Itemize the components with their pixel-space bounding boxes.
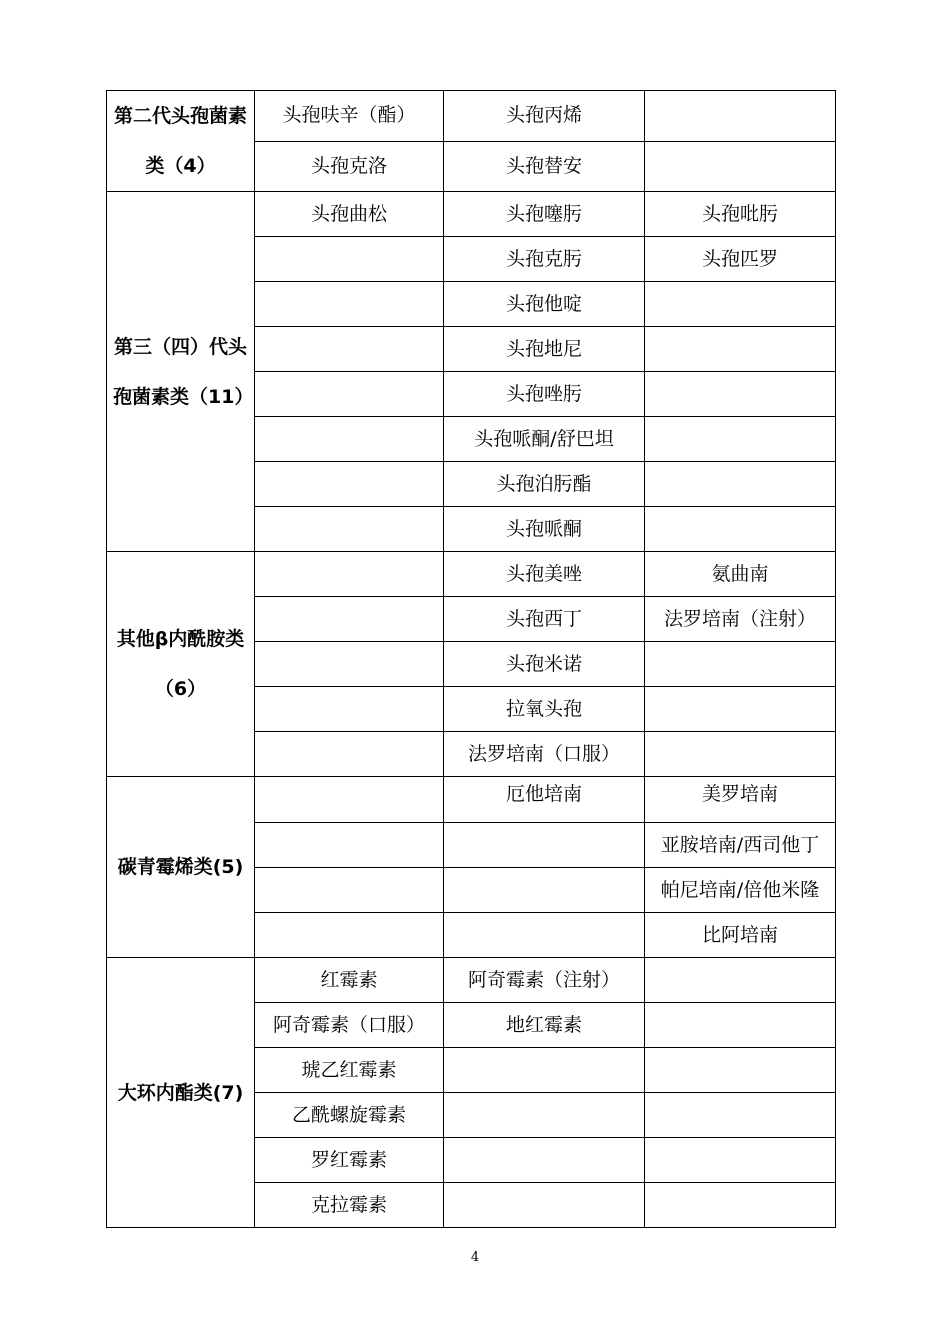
drug-cell bbox=[645, 141, 836, 192]
drug-cell: 比阿培南 bbox=[645, 913, 836, 958]
drug-cell bbox=[645, 732, 836, 777]
drug-cell bbox=[255, 372, 444, 417]
drug-cell bbox=[645, 417, 836, 462]
drug-cell: 美罗培南 bbox=[645, 777, 836, 823]
drug-cell bbox=[255, 687, 444, 732]
table-row bbox=[107, 777, 836, 823]
drug-cell: 头孢吡肟 bbox=[645, 192, 836, 237]
drug-cell: 拉氧头孢 bbox=[444, 687, 645, 732]
table-row bbox=[107, 192, 836, 237]
drug-cell bbox=[645, 687, 836, 732]
drug-cell bbox=[645, 1093, 836, 1138]
drug-cell bbox=[645, 1183, 836, 1228]
category-cell: 第三（四）代头孢菌素类（11） bbox=[107, 192, 255, 552]
drug-cell: 头孢曲松 bbox=[255, 192, 444, 237]
table-row bbox=[107, 552, 836, 597]
drug-cell bbox=[645, 958, 836, 1003]
category-cell: 第二代头孢菌素类（4） bbox=[107, 91, 255, 192]
drug-cell bbox=[255, 913, 444, 958]
drug-cell bbox=[645, 1048, 836, 1093]
drug-cell: 法罗培南（注射） bbox=[645, 597, 836, 642]
drug-cell bbox=[645, 1003, 836, 1048]
drug-cell: 头孢唑肟 bbox=[444, 372, 645, 417]
drug-cell: 头孢西丁 bbox=[444, 597, 645, 642]
drug-cell: 琥乙红霉素 bbox=[255, 1048, 444, 1093]
drug-cell bbox=[255, 552, 444, 597]
drug-cell: 红霉素 bbox=[255, 958, 444, 1003]
drug-cell: 帕尼培南/倍他米隆 bbox=[645, 868, 836, 913]
table-body bbox=[107, 91, 836, 1228]
drug-cell: 氨曲南 bbox=[645, 552, 836, 597]
drug-cell: 头孢哌酮 bbox=[444, 507, 645, 552]
drug-cell bbox=[645, 91, 836, 142]
drug-cell bbox=[255, 507, 444, 552]
drug-cell: 阿奇霉素（注射） bbox=[444, 958, 645, 1003]
drug-cell: 头孢丙烯 bbox=[444, 91, 645, 142]
drug-cell bbox=[255, 732, 444, 777]
drug-cell bbox=[255, 282, 444, 327]
drug-cell bbox=[645, 327, 836, 372]
drug-cell: 罗红霉素 bbox=[255, 1138, 444, 1183]
drug-cell bbox=[255, 462, 444, 507]
drug-cell: 乙酰螺旋霉素 bbox=[255, 1093, 444, 1138]
drug-cell bbox=[645, 1138, 836, 1183]
drug-cell: 厄他培南 bbox=[444, 777, 645, 823]
drug-cell bbox=[444, 1138, 645, 1183]
table-row bbox=[107, 91, 836, 142]
drug-cell: 头孢克洛 bbox=[255, 141, 444, 192]
drug-cell bbox=[255, 597, 444, 642]
drug-cell bbox=[255, 642, 444, 687]
category-cell: 大环内酯类(7) bbox=[107, 958, 255, 1228]
drug-cell: 克拉霉素 bbox=[255, 1183, 444, 1228]
drug-cell: 地红霉素 bbox=[444, 1003, 645, 1048]
drug-cell bbox=[255, 823, 444, 868]
table-row bbox=[107, 958, 836, 1003]
drug-cell: 亚胺培南/西司他丁 bbox=[645, 823, 836, 868]
drug-cell bbox=[255, 777, 444, 823]
drug-cell bbox=[444, 868, 645, 913]
drug-cell bbox=[255, 417, 444, 462]
drug-cell: 头孢泊肟酯 bbox=[444, 462, 645, 507]
drug-cell bbox=[444, 1048, 645, 1093]
drug-cell: 头孢美唑 bbox=[444, 552, 645, 597]
drug-cell: 阿奇霉素（口服） bbox=[255, 1003, 444, 1048]
antibiotic-table bbox=[106, 90, 836, 1228]
category-cell: 碳青霉烯类(5) bbox=[107, 777, 255, 958]
drug-cell bbox=[444, 913, 645, 958]
drug-cell: 头孢呋辛（酯） bbox=[255, 91, 444, 142]
drug-cell bbox=[444, 823, 645, 868]
drug-cell: 头孢克肟 bbox=[444, 237, 645, 282]
drug-cell: 头孢米诺 bbox=[444, 642, 645, 687]
drug-cell: 法罗培南（口服） bbox=[444, 732, 645, 777]
drug-cell bbox=[645, 462, 836, 507]
page-number: 4 bbox=[470, 1250, 480, 1265]
drug-cell bbox=[645, 372, 836, 417]
drug-cell bbox=[645, 282, 836, 327]
drug-cell: 头孢匹罗 bbox=[645, 237, 836, 282]
drug-cell: 头孢地尼 bbox=[444, 327, 645, 372]
drug-cell: 头孢噻肟 bbox=[444, 192, 645, 237]
drug-cell: 头孢他啶 bbox=[444, 282, 645, 327]
drug-cell bbox=[645, 642, 836, 687]
drug-cell bbox=[255, 327, 444, 372]
drug-cell: 头孢替安 bbox=[444, 141, 645, 192]
drug-cell bbox=[444, 1093, 645, 1138]
drug-cell: 头孢哌酮/舒巴坦 bbox=[444, 417, 645, 462]
drug-cell bbox=[444, 1183, 645, 1228]
drug-cell bbox=[255, 237, 444, 282]
drug-cell bbox=[645, 507, 836, 552]
category-cell: 其他β内酰胺类（6） bbox=[107, 552, 255, 777]
drug-cell bbox=[255, 868, 444, 913]
